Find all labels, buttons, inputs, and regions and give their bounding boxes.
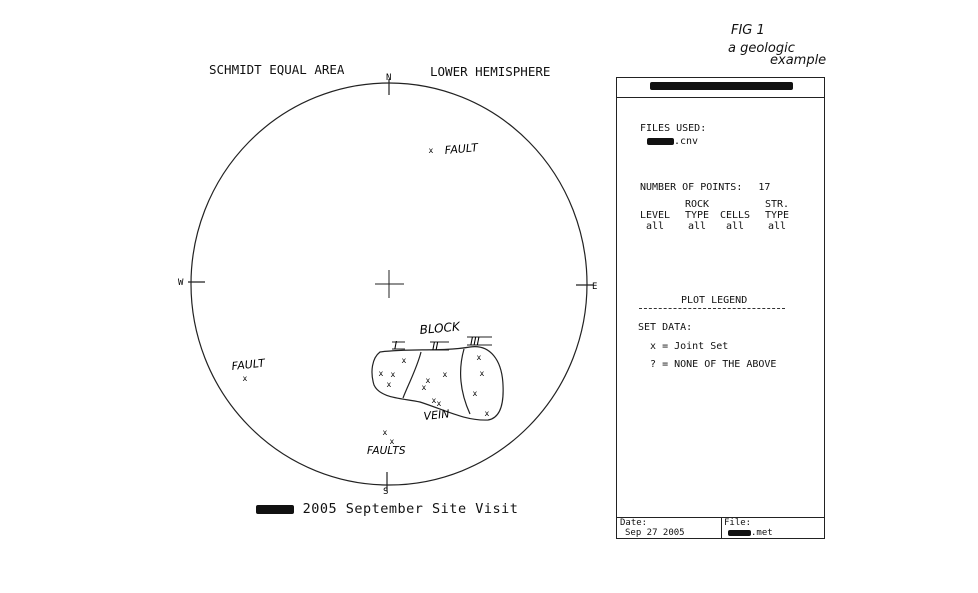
column-level [635, 199, 675, 232]
hemisphere-label: LOWER HEMISPHERE [430, 64, 551, 79]
joint-point: x [484, 409, 490, 418]
joint-point: x [436, 399, 442, 408]
column-cells [715, 199, 755, 232]
column-header: CELLS [719, 210, 751, 221]
column-value: all [767, 221, 787, 232]
points-value: 17 [758, 182, 771, 193]
file-label: File: [724, 518, 752, 528]
redacted-file [728, 530, 751, 536]
file-block [724, 518, 773, 538]
legend-item [650, 359, 776, 370]
fault-label-left: FAULT [230, 356, 266, 373]
joint-point: x [428, 146, 434, 155]
column-header-top: STR. [764, 199, 790, 210]
joint-point: x [421, 383, 427, 392]
joint-point: x [242, 374, 248, 383]
date-block [620, 518, 685, 538]
redacted-filename [647, 138, 674, 145]
joint-point: x [386, 380, 392, 389]
footer-split [721, 517, 722, 538]
south-label: S [383, 487, 389, 497]
block-label: BLOCK [419, 319, 461, 337]
column-header-top [715, 199, 755, 210]
west-label: W [178, 278, 184, 288]
joint-point: x [382, 428, 388, 437]
legend-title: PLOT LEGEND [681, 295, 748, 306]
info-panel [616, 77, 825, 539]
column-header-top [635, 199, 675, 210]
column-header: LEVEL [639, 210, 671, 221]
joint-point: x [378, 369, 384, 378]
redacted-name [256, 505, 294, 514]
panel-divider [617, 97, 824, 98]
legend-symbol: ? [650, 359, 657, 370]
joint-point: x [472, 389, 478, 398]
joint-point: x [401, 356, 407, 365]
column-value: all [687, 221, 707, 232]
date-value: Sep 27 2005 [625, 528, 685, 538]
column-header: TYPE [764, 210, 790, 221]
legend-divider [639, 308, 785, 309]
column-str-type [757, 199, 797, 232]
set-data-label: SET DATA: [638, 322, 693, 333]
column-header-top: ROCK [684, 199, 710, 210]
joint-point: x [431, 396, 437, 405]
column-value: all [725, 221, 745, 232]
joint-point: x [476, 353, 482, 362]
file-extension: .cnv [674, 136, 699, 147]
column-header: TYPE [684, 210, 710, 221]
joint-point: x [479, 369, 485, 378]
vein-label: VEIN [422, 407, 451, 423]
stereonet-title: SCHMIDT EQUAL AREA [209, 62, 345, 77]
files-used-value [647, 136, 698, 147]
legend-label: = NONE OF THE ABOVE [662, 359, 777, 370]
column-value: all [645, 221, 665, 232]
legend-label: = Joint Set [662, 341, 729, 352]
zone-label-1: I [394, 339, 398, 352]
file-value: .met [751, 528, 773, 538]
joint-points [243, 146, 490, 446]
figure-note-line: a geologic [728, 41, 795, 56]
fault-label-top: FAULT [444, 141, 479, 157]
figure-number: FIG 1 [731, 23, 765, 38]
figure-note-line: example [770, 53, 827, 68]
east-label: E [592, 282, 598, 292]
joint-point: x [425, 376, 431, 385]
date-label: Date: [620, 518, 648, 528]
points-row [640, 182, 770, 193]
legend-item [650, 341, 728, 352]
joint-point: x [390, 370, 396, 379]
caption [256, 501, 518, 517]
faults-label-bottom: FAULTS [367, 445, 406, 457]
points-label: NUMBER OF POINTS: [640, 182, 743, 193]
joint-point: x [389, 437, 395, 446]
block-divider-2 [461, 349, 470, 414]
redacted-header [650, 82, 793, 90]
north-label: N [386, 73, 392, 83]
zone-label-3: III [470, 335, 480, 348]
legend-symbol: x [650, 341, 657, 352]
joint-point: x [442, 370, 448, 379]
column-rock-type [677, 199, 717, 232]
files-used-label: FILES USED: [640, 123, 707, 134]
zone-label-2: II [432, 340, 439, 353]
caption-text: 2005 September Site Visit [302, 501, 519, 517]
